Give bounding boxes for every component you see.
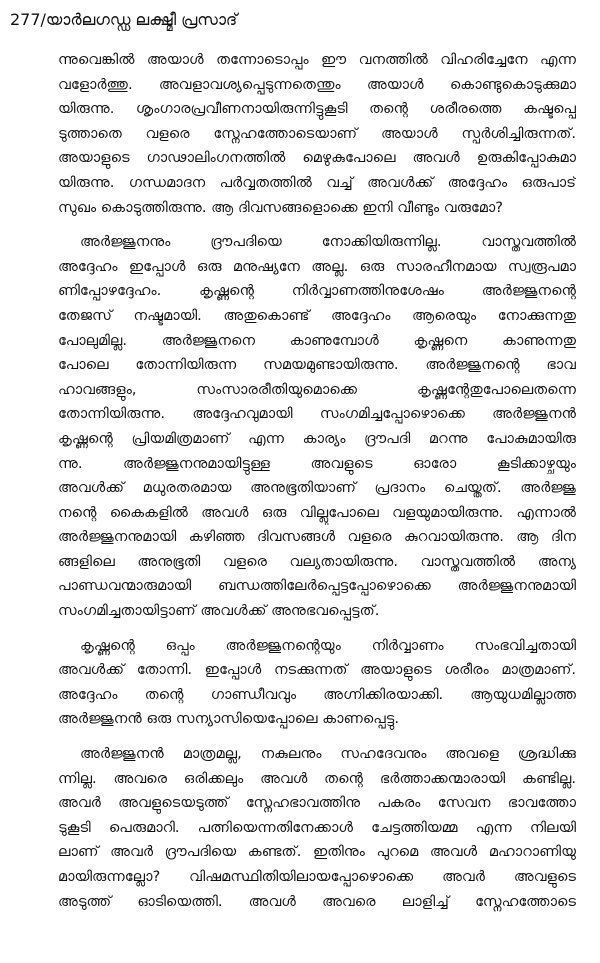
text-line: യിരുന്നു. ഗന്ധമാദന പർവ്വതത്തിൽ വച്ച് അവൾക്ക് അദ്ദേഹം ഒരുപാട് (58, 173, 576, 191)
text-line: പാണ്ഡവന്മാരുമായി ബന്ധത്തിലേർപ്പെട്ടപ്പോഴൊക്കെ അർജ്ജുനനുമായി (58, 577, 576, 595)
text-line: സുഖം കൊടുത്തിരുന്നു. ആ ദിവസങ്ങളൊക്കെ ഇനി വീണ്ടും വരുമോ? (58, 198, 504, 216)
text-line: കൃഷ്ണന്റെ ഒപ്പം അർജ്ജുനന്റെയും നിർവ്വാണം സംഭവിച്ചതായി (80, 636, 576, 654)
text-line: കൃഷ്ണന്റെ പ്രിയമിത്രമാണ് എന്ന കാര്യം ദ്രൗപദി മറന്നു പോകുമായിരു (58, 429, 576, 447)
text-line: അടുത്ത് ഓടിയെത്തി. അവൾ അവരെ ലാളിച്ച് സ്നേഹത്തോടെ (58, 892, 576, 910)
text-line: അയാളുടെ ഗാഢാലിംഗനത്തിൽ മെഴുകുപോലെ അവൾ ഉരുകിപ്പോകുമാ (58, 149, 576, 167)
text-line: തോന്നിയിരുന്നു. അദ്ദേഹവുമായി സംഗമിച്ചപ്പോഴൊക്കെ അർജ്ജുനൻ (58, 405, 576, 423)
text-line: പോലുമില്ല. അർജ്ജുനനെ കാണുമ്പോൾ കൃഷ്ണനെ കാണുന്നതു (58, 331, 576, 349)
text-line: അദ്ദേഹം തന്റെ ഗാണ്ഡീവവും അഗ്നിക്കിരയാക്കി. ആയുധമില്ലാത്ത (58, 685, 576, 703)
text-line: ടുത്താതെ വളരെ സ്നേഹത്തോടെയാണ് അയാൾ സ്പർശിച്ചിരുന്നത്. (58, 124, 576, 142)
text-line: ങ്ങളിലെ അനുഭൂതി വളരെ വല്യതായിരുന്നു. വാസ്തവത്തിൽ അന്യ (58, 552, 576, 570)
text-line: സംഗമിച്ചതായിട്ടാണ് അവൾക്ക് അനുഭവപ്പെട്ടത്. (58, 602, 380, 620)
text-line: അവൾക്ക് തോന്നി. ഇപ്പോൾ നടക്കുന്നത് അയാളുടെ ശരീരം മാത്രമാണ്. (58, 661, 576, 679)
text-line: നന്റെ കൈകളിൽ അവൾ ഒരു വില്ലുപോലെ വളയുമായിരുന്നു. എന്നാൽ (58, 503, 576, 521)
text-line: ന്നു. അർജ്ജുനനുമായിട്ടുള്ള അവളുടെ ഓരോ കൂടിക്കാഴ്ചയും (58, 454, 576, 472)
text-line: മായിരുന്നല്ലോ? വിഷമസ്ഥിതിയിലായപ്പോഴൊക്കെ അവർ അവളുടെ (58, 868, 576, 885)
paragraph-4 (58, 742, 576, 914)
text-line: വളോർത്തു. അവളാവശ്യപ്പെടുന്നതെന്തും അയാൾ കൊണ്ടുകൊടുക്കുമാ (58, 75, 576, 93)
text-line: അർജ്ജുനൻ മാത്രമല്ല, നകുലനും സഹദേവനും അവളെ ശ്രദ്ധിക്കു (80, 745, 576, 763)
text-line: അവർ അവളുടെയടുത്ത് സ്നേഹഭാവത്തിനു പകരം സേവന ഭാവത്തോ (58, 794, 576, 812)
text-line: അവൾക്ക് മധുരതരമായ അനുഭൂതിയാണ് പ്രദാനം ചെയ്തത്. അർജ്ജു (58, 479, 576, 497)
text-line: അർജ്ജുനനുമായി കഴിഞ്ഞ ദിവസങ്ങൾ വളരെ കുറവായിരുന്നു. ആ ദിന (58, 528, 576, 546)
text-line: യിരുന്നു. ശൃംഗാരപ്രവീണനായിരുന്നിട്ടുകൂടി തന്റെ ശരീരത്തെ കഷ്ടപ്പെ (58, 100, 576, 118)
text-line: ഹാവങ്ങളും, സംസാരരീതിയുമൊക്കെ കൃഷ്ണന്റേതുപോലെതന്നെ (58, 380, 576, 398)
text-line: ന്നില്ല. അവരെ ഒരിക്കലും അവൾ തന്റെ ഭർത്താക്കന്മാരായി കണ്ടില്ല. (58, 769, 576, 787)
text-line: പോലെ തോന്നിയിരുന്ന സമയമുണ്ടായിരുന്നു. അർജ്ജുനന്റെ ഭാവ (58, 356, 576, 374)
text-line: അദ്ദേഹം ഇപ്പോൾ ഒരു മനുഷ്യനേ അല്ല. ഒരു സാരഹീനമായ സ്വരൂപമാ (58, 257, 576, 275)
text-line: തേജസ് നഷ്ടമായി. അതുകൊണ്ട് അദ്ദേഹം ആരെയും നോക്കുന്നതു (58, 306, 576, 324)
body-text (58, 48, 576, 924)
running-head: 277/യാർലഗഡ്ഡ ലക്ഷ്മീ പ്രസാദ് (10, 10, 238, 29)
paragraph-1 (58, 48, 576, 220)
text-line: ണിപ്പോഴദ്ദേഹം. കൃഷ്ണന്റെ നിർവ്വാണത്തിനുശേഷം അർജ്ജുനന്റെ (58, 282, 576, 300)
paragraph-2 (58, 230, 576, 624)
text-line: ന്നുവെങ്കിൽ അയാൾ തന്നോടൊപ്പം ഈ വനത്തിൽ വിഹരിച്ചേനേ എന്ന (58, 51, 576, 68)
paragraph-3 (58, 634, 576, 732)
text-line: ടുകൂടി പെരുമാറി. പത്നിയെന്നതിനേക്കാൾ ചേട്ടത്തിയമ്മ എന്ന നിലയി (58, 818, 576, 836)
text-line: ലാണ് അവർ ദ്രൗപദിയെ കണ്ടത്. ഇതിനും പുറമെ അവൾ മഹാറാണിയു (58, 843, 576, 861)
text-line: അർജ്ജുനൻ ഒരു സന്യാസിയെപ്പോലെ കാണപ്പെട്ടു. (58, 710, 399, 728)
text-line: അർജ്ജുനനും ദ്രൗപദിയെ നോക്കിയിരുന്നില്ല. വാസ്തവത്തിൽ (80, 233, 576, 251)
